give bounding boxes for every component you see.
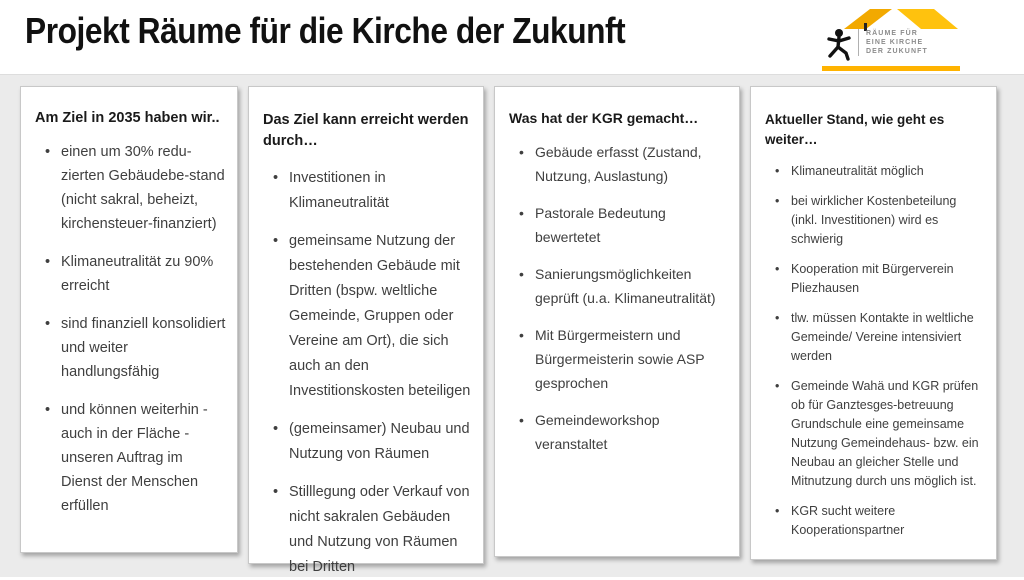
logo-text-line3: DER ZUKUNFT [866, 48, 928, 55]
cards-row [20, 86, 997, 575]
list-item: • Kooperation mit Bürgerverein Pliezhausen [775, 260, 986, 298]
list-item: • einen um 30% redu-zierten Gebäudebe-stand (nicht sakral, beheizt, kirchensteuer-finanziert) [45, 140, 227, 236]
card-kgr-done [494, 86, 740, 557]
bullet-icon: • [519, 205, 524, 221]
card-heading: Aktueller Stand, wie geht es weiter… [765, 112, 945, 147]
list-item: • (gemeinsamer) Neubau und Nutzung von Räumen [273, 417, 473, 467]
bullet-list [509, 140, 729, 456]
bullet-icon: • [45, 402, 51, 418]
bullet-icon: • [775, 504, 780, 518]
card-current-status [750, 86, 997, 560]
running-person-icon [822, 27, 856, 61]
list-item: • Investitionen in Klimaneutralität [273, 166, 473, 216]
bullet-icon: • [45, 254, 51, 270]
list-item: • Sanierungsmöglichkeiten geprüft (u.a. Klimaneutralität) [519, 262, 729, 310]
logo-text-line2: EINE KIRCHE [866, 39, 924, 46]
list-item: • Gebäude erfasst (Zustand, Nutzung, Auslastung) [519, 140, 729, 188]
bullet-icon: • [273, 233, 279, 249]
card-how-to-reach [248, 86, 484, 575]
list-item: • Pastorale Bedeutung bewertetet [519, 201, 729, 249]
list-item: • tlw. müssen Kontakte in weltliche Gemeinde/ Vereine intensiviert werden [775, 309, 986, 366]
card-heading: Das Ziel kann erreicht werden durch… [263, 112, 469, 149]
list-item: • Klimaneutralität möglich [775, 162, 986, 181]
bullet-list [263, 166, 473, 580]
bullet-icon: • [45, 144, 51, 160]
card-heading: Am Ziel in 2035 haben wir.. [35, 110, 220, 126]
list-item: • Stilllegung oder Verkauf von nicht sakralen Gebäuden und Nutzung von Räumen bei Dritten [273, 480, 473, 580]
bullet-icon: • [273, 421, 279, 437]
bullet-icon: • [519, 327, 524, 343]
bullet-icon: • [273, 484, 279, 500]
list-item: • bei wirklicher Kostenbeteilung (inkl. Investitionen) wird es schwierig [775, 192, 986, 249]
card-goal-2035 [20, 86, 238, 553]
bullet-icon: • [519, 266, 524, 282]
logo-underline [822, 66, 960, 71]
bullet-icon: • [775, 262, 780, 276]
roof-icon [840, 5, 960, 31]
list-item: • sind finanziell konsolidiert und weiter handlungsfähig [45, 312, 227, 384]
list-item: • Gemeinde Wahä und KGR prüfen ob für Ganztesges-betreuung Grundschule eine gemeinsame Nutzung Gemeindehaus- bzw. ein Neubau an gleicher Stelle und Mitnutzung durch uns möglich ist. [775, 377, 986, 491]
bullet-icon: • [273, 170, 279, 186]
page-title: Projekt Räume für die Kirche der Zukunft [25, 10, 626, 51]
logo [822, 5, 972, 61]
list-item: • gemeinsame Nutzung der bestehenden Gebäude mit Dritten (bspw. weltliche Gemeinde, Gruppen oder Vereine am Ort), die sich auch an den Investitionskosten beteiligen [273, 229, 473, 404]
bullet-list [765, 162, 986, 540]
logo-text [858, 29, 928, 56]
logo-text-line1: RÄUME FÜR [866, 30, 918, 37]
list-item: • Mit Bürgermeistern und Bürgermeisterin sowie ASP gesprochen [519, 323, 729, 395]
list-item: • und können weiterhin - auch in der Fläche - unseren Auftrag im Dienst der Menschen erfüllen [45, 398, 227, 518]
list-item: • KGR sucht weitere Kooperationspartner [775, 502, 986, 540]
bullet-icon: • [775, 164, 780, 178]
list-item: • Klimaneutralität zu 90% erreicht [45, 250, 227, 298]
bullet-icon: • [775, 379, 780, 393]
bullet-icon: • [775, 311, 780, 325]
bullet-icon: • [775, 194, 780, 208]
bullet-list [35, 140, 227, 518]
bullet-icon: • [45, 316, 51, 332]
content-panel [0, 74, 1024, 577]
bullet-icon: • [519, 144, 524, 160]
card-heading: Was hat der KGR gemacht… [509, 110, 699, 126]
bullet-icon: • [519, 412, 524, 428]
list-item: • Gemeindeworkshop veranstaltet [519, 408, 729, 456]
